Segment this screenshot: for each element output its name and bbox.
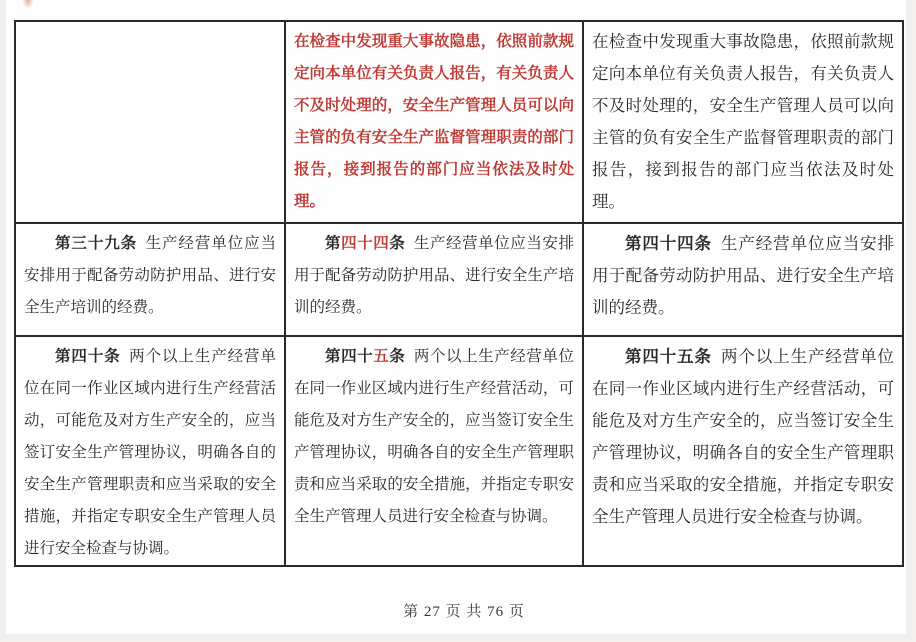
table-row [15, 336, 903, 566]
article-number: 第三十九条 [55, 235, 138, 252]
cell-paragraph [24, 228, 276, 324]
cell-paragraph [294, 228, 574, 324]
cell-paragraph [592, 26, 894, 218]
page-number: 第 27 页 共 76 页 [403, 604, 525, 620]
clause-text: 生产经营单位应当安排用于配备劳动防护用品、进行安全生产培训的经费。 [592, 234, 895, 317]
red-ink-artifact [22, 0, 34, 9]
document-page [6, 0, 906, 634]
clause-text: 两个以上生产经营单位在同一作业区域内进行生产经营活动，可能危及对方生产安全的，应当签订安全生产管理协议，明确各自的安全生产管理职责和应当采取的安全措施，并指定专职安全生产管理人员进行安全检查与协调。 [294, 348, 574, 525]
article-number: 第四十四条 [625, 234, 712, 253]
article-number: 第四十五条 [325, 348, 406, 365]
article-number: 第四十四条 [325, 235, 406, 252]
cell-paragraph [592, 341, 894, 533]
cell-paragraph [592, 228, 894, 324]
table-cell-revised-red [285, 21, 583, 223]
table-cell-empty [15, 21, 285, 223]
clause-text: 两个以上生产经营单位在同一作业区域内进行生产经营活动，可能危及对方生产安全的，应当签订安全生产管理协议，明确各自的安全生产管理职责和应当采取的安全措施，并指定专职安全生产管理人员进行安全检查与协调。 [24, 348, 276, 557]
clause-text: 在检查中发现重大事故隐患，依照前款规定向本单位有关负责人报告，有关负责人不及时处理的，安全生产管理人员可以向主管的负有安全生产监督管理职责的部门报告，接到报告的部门应当依法及时处理。 [592, 32, 894, 211]
table-cell-current [583, 223, 903, 336]
clause-text: 生产经营单位应当安排用于配备劳动防护用品、进行安全生产培训的经费。 [24, 235, 276, 316]
clause-text: 生产经营单位应当安排用于配备劳动防护用品、进行安全生产培训的经费。 [294, 235, 574, 316]
clause-text: 两个以上生产经营单位在同一作业区域内进行生产经营活动，可能危及对方生产安全的，应当签订安全生产管理协议，明确各自的安全生产管理职责和应当采取的安全措施，并指定专职安全生产管理人员进行安全检查与协调。 [592, 347, 895, 526]
cell-paragraph [294, 341, 574, 533]
clause-text: 在检查中发现重大事故隐患，依照前款规定向本单位有关负责人报告，有关负责人不及时处理的，安全生产管理人员可以向主管的负有安全生产监督管理职责的部门报告，接到报告的部门应当依法及时处理。 [294, 33, 574, 210]
changed-characters: 五 [373, 348, 390, 365]
table-cell-current [583, 336, 903, 566]
table-cell-current [583, 21, 903, 223]
table-row [15, 223, 903, 336]
cell-paragraph [294, 26, 574, 218]
article-number: 第四十条 [55, 348, 121, 365]
table-cell-revised-red [285, 336, 583, 566]
changed-characters: 四十四 [341, 235, 390, 252]
law-comparison-table [14, 20, 904, 567]
table-row [15, 21, 903, 223]
cell-paragraph [24, 341, 276, 565]
table-cell-old-law [15, 223, 285, 336]
table-cell-old-law [15, 336, 285, 566]
table-cell-revised-red [285, 223, 583, 336]
article-number: 第四十五条 [625, 347, 712, 366]
